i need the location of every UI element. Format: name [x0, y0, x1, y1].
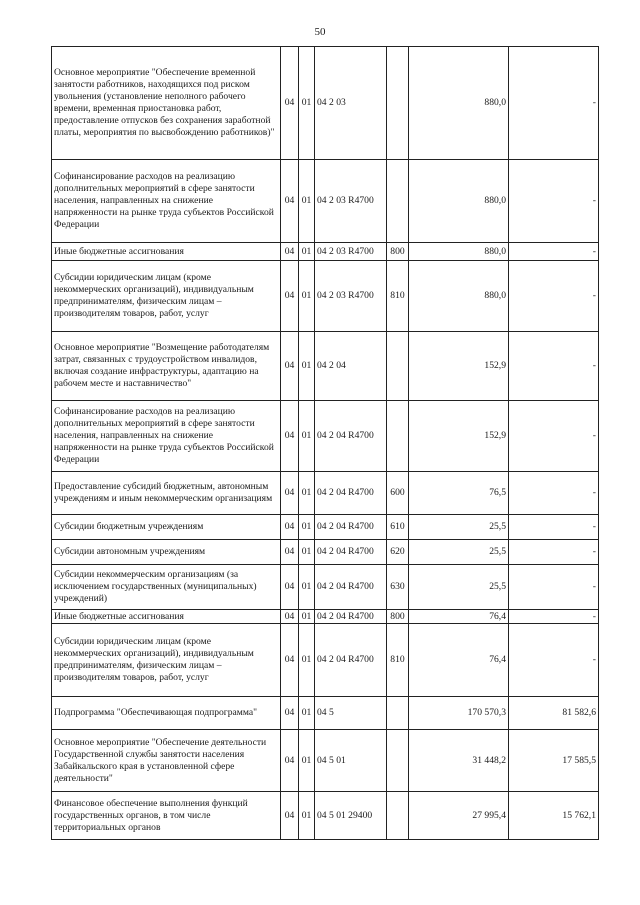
row-target-article: 04 2 03 R4700 — [315, 243, 387, 261]
table-row — [52, 697, 599, 730]
row-section-code: 04 — [281, 624, 299, 697]
row-section-code: 04 — [281, 730, 299, 792]
row-amount-2: - — [509, 610, 599, 624]
row-subsection-code: 01 — [299, 540, 315, 565]
table-row — [52, 243, 599, 261]
row-name: Иные бюджетные ассигнования — [52, 243, 281, 261]
row-amount-1: 170 570,3 — [409, 697, 509, 730]
row-target-article: 04 2 03 R4700 — [315, 160, 387, 243]
row-target-article: 04 2 04 R4700 — [315, 540, 387, 565]
row-subsection-code: 01 — [299, 624, 315, 697]
row-target-article: 04 2 04 — [315, 332, 387, 401]
row-name: Субсидии некоммерческим организациям (за исключением государственных (муниципальных) учреждений) — [52, 565, 281, 610]
budget-table — [51, 46, 599, 840]
row-amount-1: 25,5 — [409, 565, 509, 610]
row-amount-2: - — [509, 243, 599, 261]
row-name: Иные бюджетные ассигнования — [52, 610, 281, 624]
row-amount-1: 27 995,4 — [409, 792, 509, 840]
row-amount-1: 76,4 — [409, 624, 509, 697]
row-target-article: 04 2 04 R4700 — [315, 610, 387, 624]
row-name: Субсидии автономным учреждениям — [52, 540, 281, 565]
row-subsection-code: 01 — [299, 261, 315, 332]
row-amount-2: - — [509, 332, 599, 401]
row-section-code: 04 — [281, 610, 299, 624]
table-row — [52, 401, 599, 472]
row-amount-1: 880,0 — [409, 243, 509, 261]
row-amount-1: 880,0 — [409, 47, 509, 160]
row-target-article: 04 2 04 R4700 — [315, 515, 387, 540]
row-name: Софинансирование расходов на реализацию дополнительных мероприятий в сфере занятости населения, направленных на снижение напряженности на рынке труда субъектов Российской Федерации — [52, 401, 281, 472]
row-subsection-code: 01 — [299, 610, 315, 624]
row-target-article: 04 5 — [315, 697, 387, 730]
row-expense-type — [387, 47, 409, 160]
row-expense-type — [387, 401, 409, 472]
row-amount-2: - — [509, 401, 599, 472]
page-number: 50 — [314, 26, 326, 38]
row-section-code: 04 — [281, 261, 299, 332]
table-row — [52, 261, 599, 332]
row-subsection-code: 01 — [299, 160, 315, 243]
row-name: Подпрограмма "Обеспечивающая подпрограмма" — [52, 697, 281, 730]
row-section-code: 04 — [281, 160, 299, 243]
row-amount-1: 880,0 — [409, 160, 509, 243]
row-expense-type — [387, 160, 409, 243]
row-section-code: 04 — [281, 697, 299, 730]
table-row — [52, 160, 599, 243]
row-target-article: 04 5 01 — [315, 730, 387, 792]
row-section-code: 04 — [281, 472, 299, 515]
row-amount-2: - — [509, 624, 599, 697]
row-amount-2: - — [509, 47, 599, 160]
row-subsection-code: 01 — [299, 697, 315, 730]
row-target-article: 04 2 04 R4700 — [315, 624, 387, 697]
row-amount-2: 81 582,6 — [509, 697, 599, 730]
row-target-article: 04 2 03 — [315, 47, 387, 160]
row-amount-1: 25,5 — [409, 540, 509, 565]
row-subsection-code: 01 — [299, 243, 315, 261]
row-name: Основное мероприятие "Возмещение работодателям затрат, связанных с трудоустройством инвалидов, включая создание инфраструктуры, адаптацию на рабочем месте и наставничество" — [52, 332, 281, 401]
row-amount-1: 76,5 — [409, 472, 509, 515]
row-amount-1: 152,9 — [409, 401, 509, 472]
row-amount-2: 15 762,1 — [509, 792, 599, 840]
table-row — [52, 332, 599, 401]
row-name: Субсидии юридическим лицам (кроме некоммерческих организаций), индивидуальным предпринимателям, физическим лицам – производителям товаров, работ, услуг — [52, 624, 281, 697]
row-amount-1: 76,4 — [409, 610, 509, 624]
row-section-code: 04 — [281, 243, 299, 261]
row-section-code: 04 — [281, 540, 299, 565]
row-expense-type — [387, 792, 409, 840]
row-subsection-code: 01 — [299, 730, 315, 792]
row-name: Субсидии юридическим лицам (кроме некоммерческих организаций), индивидуальным предпринимателям, физическим лицам – производителям товаров, работ, услуг — [52, 261, 281, 332]
row-subsection-code: 01 — [299, 332, 315, 401]
table-row — [52, 624, 599, 697]
row-section-code: 04 — [281, 401, 299, 472]
row-subsection-code: 01 — [299, 515, 315, 540]
row-expense-type — [387, 697, 409, 730]
row-amount-2: - — [509, 515, 599, 540]
row-name: Субсидии бюджетным учреждениям — [52, 515, 281, 540]
row-expense-type: 800 — [387, 610, 409, 624]
row-subsection-code: 01 — [299, 47, 315, 160]
table-row — [52, 792, 599, 840]
table-row — [52, 540, 599, 565]
table-row — [52, 610, 599, 624]
row-subsection-code: 01 — [299, 792, 315, 840]
row-amount-2: - — [509, 565, 599, 610]
row-expense-type — [387, 332, 409, 401]
row-expense-type: 810 — [387, 624, 409, 697]
row-amount-2: - — [509, 472, 599, 515]
row-expense-type: 620 — [387, 540, 409, 565]
row-expense-type: 800 — [387, 243, 409, 261]
table-row — [52, 565, 599, 610]
row-expense-type: 610 — [387, 515, 409, 540]
row-subsection-code: 01 — [299, 472, 315, 515]
row-target-article: 04 2 04 R4700 — [315, 401, 387, 472]
row-section-code: 04 — [281, 47, 299, 160]
row-amount-2: - — [509, 261, 599, 332]
table-row — [52, 515, 599, 540]
row-section-code: 04 — [281, 565, 299, 610]
row-amount-1: 31 448,2 — [409, 730, 509, 792]
row-name: Софинансирование расходов на реализацию дополнительных мероприятий в сфере занятости населения, направленных на снижение напряженности на рынке труда субъектов Российской Федерации — [52, 160, 281, 243]
row-subsection-code: 01 — [299, 401, 315, 472]
row-section-code: 04 — [281, 515, 299, 540]
table-row — [52, 472, 599, 515]
table-row — [52, 47, 599, 160]
table-row — [52, 730, 599, 792]
row-amount-1: 25,5 — [409, 515, 509, 540]
row-expense-type: 630 — [387, 565, 409, 610]
row-name: Финансовое обеспечение выполнения функций государственных органов, в том числе территориальных органов — [52, 792, 281, 840]
row-amount-1: 880,0 — [409, 261, 509, 332]
row-target-article: 04 2 04 R4700 — [315, 565, 387, 610]
row-amount-2: 17 585,5 — [509, 730, 599, 792]
row-name: Основное мероприятие "Обеспечение деятельности Государственной службы занятости населения Забайкальского края в установленной сфере деятельности" — [52, 730, 281, 792]
row-expense-type: 810 — [387, 261, 409, 332]
row-name: Предоставление субсидий бюджетным, автономным учреждениям и иным некоммерческим организациям — [52, 472, 281, 515]
row-section-code: 04 — [281, 792, 299, 840]
row-amount-1: 152,9 — [409, 332, 509, 401]
row-name: Основное мероприятие "Обеспечение временной занятости работников, находящихся под риском увольнения (установление неполного рабочего времени, временная приостановка работ, предоставление отпусков без сохранения заработной платы, мероприятия по высвобождению работников)" — [52, 47, 281, 160]
row-target-article: 04 2 03 R4700 — [315, 261, 387, 332]
row-section-code: 04 — [281, 332, 299, 401]
row-target-article: 04 2 04 R4700 — [315, 472, 387, 515]
row-amount-2: - — [509, 540, 599, 565]
row-subsection-code: 01 — [299, 565, 315, 610]
row-target-article: 04 5 01 29400 — [315, 792, 387, 840]
row-amount-2: - — [509, 160, 599, 243]
row-expense-type — [387, 730, 409, 792]
budget-table-body — [52, 47, 599, 840]
row-expense-type: 600 — [387, 472, 409, 515]
